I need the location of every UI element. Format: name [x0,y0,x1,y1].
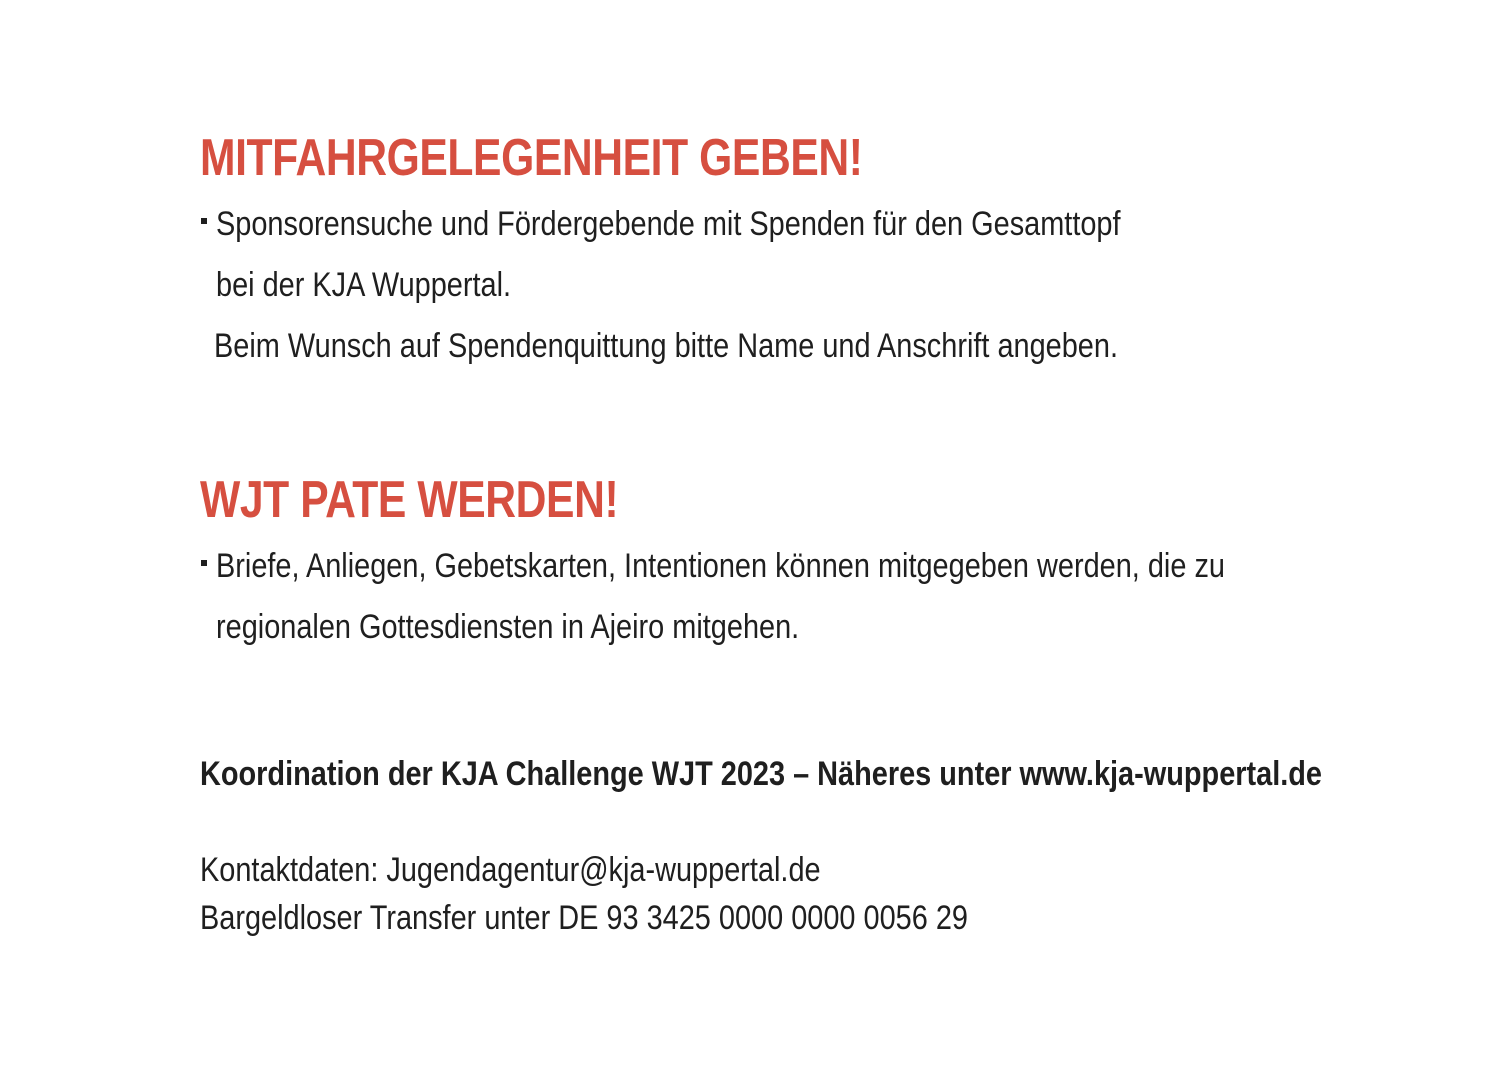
bullet-square-icon [201,560,207,566]
bullet-line: Briefe, Anliegen, Gebetskarten, Intentionen können mitgegeben werden, die zu [216,547,1225,585]
section-title-wjt-pate: WJT PATE WERDEN! [200,471,619,529]
bullet-item-briefe [200,536,1380,658]
bullet-square-icon [201,218,207,224]
contact-email-line: Kontaktdaten: Jugendagentur@kja-wuppertal.de [200,851,821,889]
bullet-line: regionalen Gottesdiensten in Ajeiro mitgehen. [216,608,800,646]
coordination-text: Koordination der KJA Challenge WJT 2023 – Näheres unter www.kja-wuppertal.de [200,755,1322,793]
contact-transfer-line: Bargeldloser Transfer unter DE 93 3425 0000 0000 0056 29 [200,899,969,937]
section-mitfahrgelegenheit [200,128,1380,377]
section-wjt-pate [200,470,1380,658]
bullet-line: bei der KJA Wuppertal. [216,266,512,304]
bullet-item-sponsoring [200,194,1380,377]
bullet-line: Beim Wunsch auf Spendenquittung bitte Name und Anschrift angeben. [214,327,1118,365]
contact-block [200,846,1104,942]
bullet-line: Sponsorensuche und Fördergebende mit Spenden für den Gesamttopf [216,205,1121,243]
section-title-mitfahrgelegenheit: MITFAHRGELEGENHEIT GEBEN! [200,129,863,187]
